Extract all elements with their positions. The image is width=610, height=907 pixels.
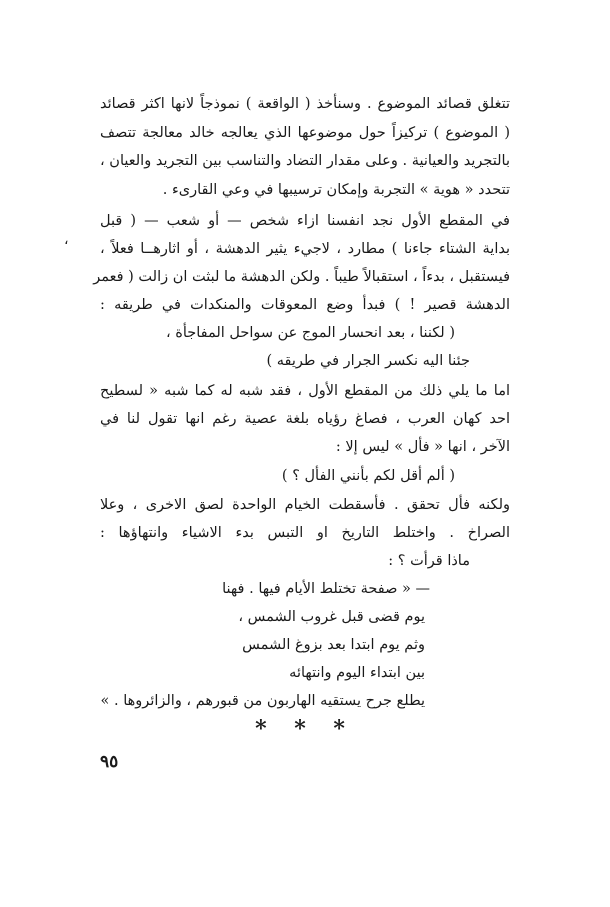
paragraph-4-line-2: الصراخ . واختلط التاريخ او التبس بدء الاشياء وانتهاؤها :: [100, 525, 510, 541]
poem-line-1: — « صفحة تختلط الأيام فيها . فهنا: [222, 581, 430, 597]
paragraph-3-line-3: الآخر ، انها « فأل » ليس إلا :: [335, 439, 510, 455]
quote-1-line-1: ( لكننا ، بعد انحسار الموج عن سواحل المفاجأة ،: [165, 325, 455, 341]
quote-2: ( ألم أقل لكم بأنني الفأل ؟ ): [281, 468, 455, 484]
poem-line-3: وثم يوم ابتدا بعد بزوغ الشمس: [242, 637, 425, 653]
paragraph-3-line-1: اما ما يلي ذلك من المقطع الأول ، فقد شبه له كما شبه « لسطيح: [100, 383, 510, 399]
paragraph-2-line-4: الدهشة قصير ! ) فبدأ وضع المعوقات والمنكدات في طريقه :: [100, 297, 510, 313]
poem-line-4: بين ابتداء اليوم وانتهائه: [289, 665, 425, 681]
paragraph-2-line-3: فيستقبل ، بدءاً ، استقبالاً طيباً . ولكن الدهشة ما لبثت ان زالت ( فعمر: [93, 269, 510, 285]
quote-1-line-2: جئنا اليه نكسر الجرار في طريقه ): [266, 353, 470, 369]
paragraph-1-line-2: ( الموضوع ) تركيزاً حول موضوعها الذي يعالجه خالد معالجة تتصف: [100, 125, 510, 141]
paragraph-1-line-3: بالتجريد والعيانية . وعلى مقدار التضاد والتناسب بين التجريد والعيان ،: [100, 153, 510, 169]
poem-line-2: يوم قضى قبل غروب الشمس ،: [238, 609, 425, 625]
paragraph-1-line-4: تتحدد « هوية » التجربة وإمكان ترسيبها في وعي القارىء .: [162, 182, 510, 198]
paragraph-3-line-2: احد كهان العرب ، فصاغ رؤياه بلغة عصية رغم انها تقول لنا في: [100, 411, 510, 427]
paragraph-4-line-1: ولكنه فأل تحقق . فأسقطت الخيام الواحدة لصق الاخرى ، وعلا: [100, 497, 510, 513]
paragraph-2-line-2: بداية الشتاء جاءنا ) مطارد ، لاجيء يثير الدهشة ، أو اثارهــا فعلاً ،: [100, 241, 510, 257]
margin-mark: ،: [64, 232, 69, 248]
paragraph-2-line-1: في المقطع الأول نجد انفسنا ازاء شخص — أو شعب — ( قبل: [100, 213, 510, 229]
paragraph-4-line-3: ماذا قرأت ؟ :: [388, 553, 470, 569]
section-separator: * * *: [255, 716, 355, 742]
page-number: ٩٥: [100, 752, 119, 772]
poem-line-5: يطلع جرح يستقيه الهاربون من قبورهم ، والزائروها . »: [100, 693, 425, 709]
paragraph-1-line-1: تتغلق قصائد الموضوع . وسنأخذ ( الواقعة ) نموذجاً لانها اكثر قصائد: [100, 96, 510, 112]
